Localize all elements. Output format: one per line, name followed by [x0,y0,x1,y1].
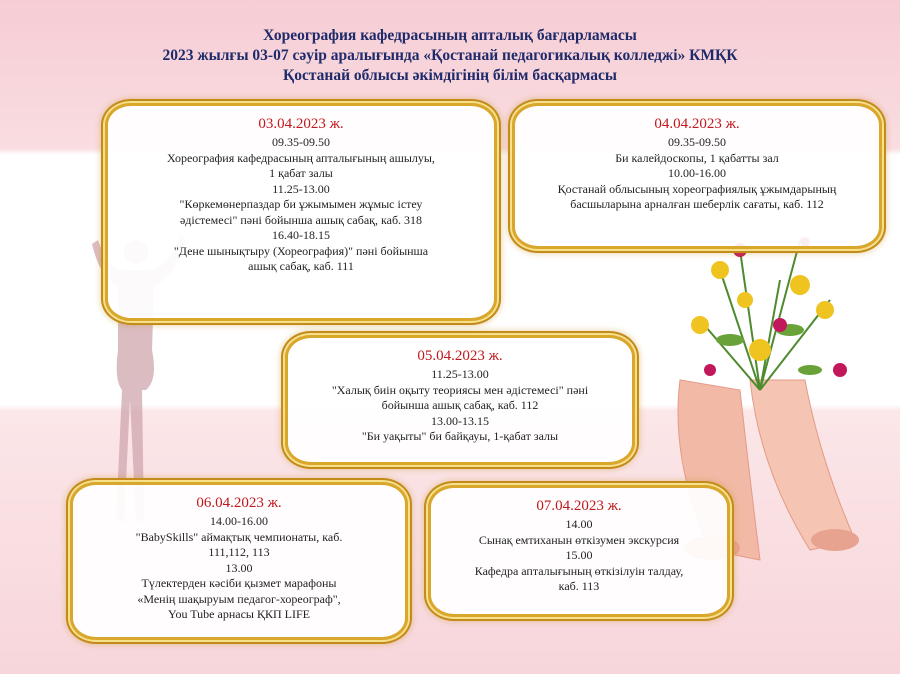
day-card-line: 16.40-18.15 [272,228,330,242]
day-card-line: 09.35-09.50 [272,135,330,149]
day-card-line: 14.00 [565,517,593,531]
day-card-date: 05.04.2023 ж. [417,348,503,364]
day-card-line: "Дене шынықтыру (Хореография)" пәні бойынша [173,243,429,258]
day-card-line: Хореография кафедрасының апталығының ашылуы, [167,150,435,165]
day-card-line: ашық сабақ, каб. 111 [248,259,354,273]
day-card-line: каб. 113 [558,579,600,593]
day-card-line: Би калейдоскопы, 1 қабатты зал [615,150,779,165]
day-card-line: 15.00 [565,548,593,562]
day-card-03-04 [105,103,497,321]
day-card-date: 04.04.2023 ж. [654,116,740,132]
day-card-line: You Tube арнасы ҚКП LIFE [168,607,310,621]
day-card-line: 13.00 [225,560,253,575]
day-card-line: 11.25-13.00 [272,181,330,196]
day-card-04-04 [512,103,882,249]
day-card-line: бойынша ашық сабақ, каб. 112 [381,398,539,412]
day-card-line: 09.35-09.50 [668,135,726,149]
day-card-line: 14.00-16.00 [210,514,268,528]
day-card-line: "Көркемөнерпаздар би ұжымымен жұмыс істеу [179,197,423,211]
day-card-line: 13.00-13.15 [431,413,489,428]
day-card-line: әдістемесі" пәні бойынша ашық сабақ, каб. 318 [179,212,423,227]
header-line-2: 2023 жылғы 03-07 сәуір аралығында «Қостанай педагогикалық колледжі» КМҚК [162,47,738,64]
day-card-line: 1 қабат залы [269,166,333,180]
day-card-date: 06.04.2023 ж. [196,495,282,511]
day-card-line: "BabySkills" аймақтық чемпионаты, каб. [135,529,343,544]
page-header [0,26,900,86]
day-card-07-04 [428,485,730,617]
day-card-line: басшыларына арналған шеберлік сағаты, каб. 112 [570,197,824,211]
day-card-line: Қостанай облысының хореографиялық ұжымдарының [557,181,837,196]
header-line-3: Қостанай облысы әкімдігінің білім басқармасы [282,67,617,84]
day-card-line: 11.25-13.00 [431,367,489,381]
day-card-date: 07.04.2023 ж. [536,498,622,514]
day-card-line: «Менің шақыруым педагог-хореограф", [137,591,341,606]
day-card-line: Кафедра апталығының өткізілуін талдау, [474,563,684,578]
day-card-line: "Би уақыты" би байқауы, 1-қабат залы [361,429,559,443]
day-card-06-04 [70,482,408,640]
day-card-line: "Халық биін оқыту теориясы мен әдістемесі" пәні [331,382,589,397]
day-card-line: Түлектерден кәсіби қызмет марафоны [141,576,337,590]
day-card-date: 03.04.2023 ж. [258,116,344,132]
day-card-line: Сынақ емтиханын өткізумен экскурсия [478,532,680,547]
day-card-05-04 [285,335,635,465]
day-card-line: 10.00-16.00 [668,166,726,180]
header-line-1: Хореография кафедрасының апталық бағдарламасы [263,27,637,44]
day-card-line: 111,112, 113 [208,545,270,559]
